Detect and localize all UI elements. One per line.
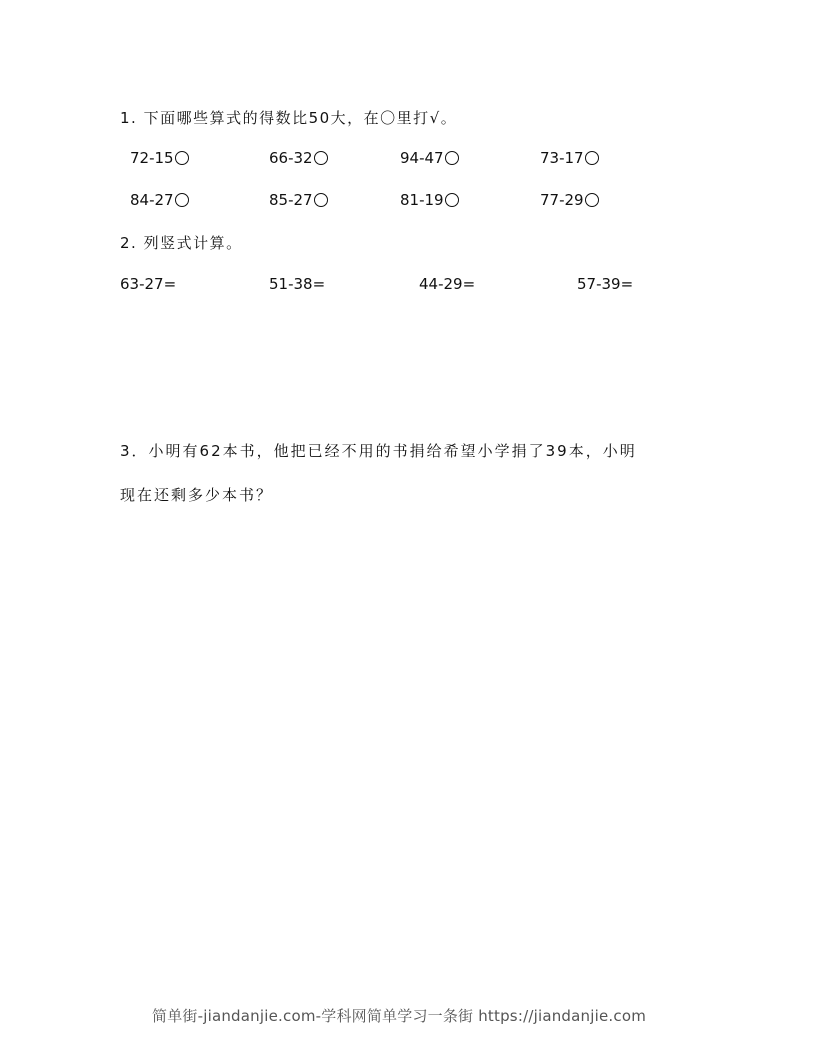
question-1-title: 1. 下面哪些算式的得数比50大，在〇里打√。: [120, 109, 458, 127]
expression-item: 94-47: [400, 149, 459, 167]
expression-item: 81-19: [400, 191, 459, 209]
expression-item: 84-27: [130, 191, 189, 209]
footer-watermark: 简单街-jiandanjie.com-学科网简单学习一条街 https://jiandanjie.com: [152, 1007, 647, 1025]
answer-circle[interactable]: [314, 151, 328, 165]
calc-item: 63-27=: [120, 275, 177, 293]
calc-item: 44-29=: [419, 275, 476, 293]
expression-item: 77-29: [540, 191, 599, 209]
question-3-line-1: 3．小明有62本书，他把已经不用的书捐给希望小学捐了39本，小明: [120, 442, 637, 460]
answer-circle[interactable]: [585, 151, 599, 165]
question-3-line-2: 现在还剩多少本书？: [120, 486, 274, 504]
question-2-title: 2. 列竖式计算。: [120, 234, 243, 252]
answer-circle[interactable]: [175, 151, 189, 165]
expression-item: 66-32: [269, 149, 328, 167]
expression-item: 73-17: [540, 149, 599, 167]
calc-item: 51-38=: [269, 275, 326, 293]
answer-circle[interactable]: [585, 193, 599, 207]
calc-item: 57-39=: [577, 275, 634, 293]
answer-circle[interactable]: [445, 193, 459, 207]
answer-circle[interactable]: [445, 151, 459, 165]
expression-item: 72-15: [130, 149, 189, 167]
answer-circle[interactable]: [314, 193, 328, 207]
expression-item: 85-27: [269, 191, 328, 209]
answer-circle[interactable]: [175, 193, 189, 207]
